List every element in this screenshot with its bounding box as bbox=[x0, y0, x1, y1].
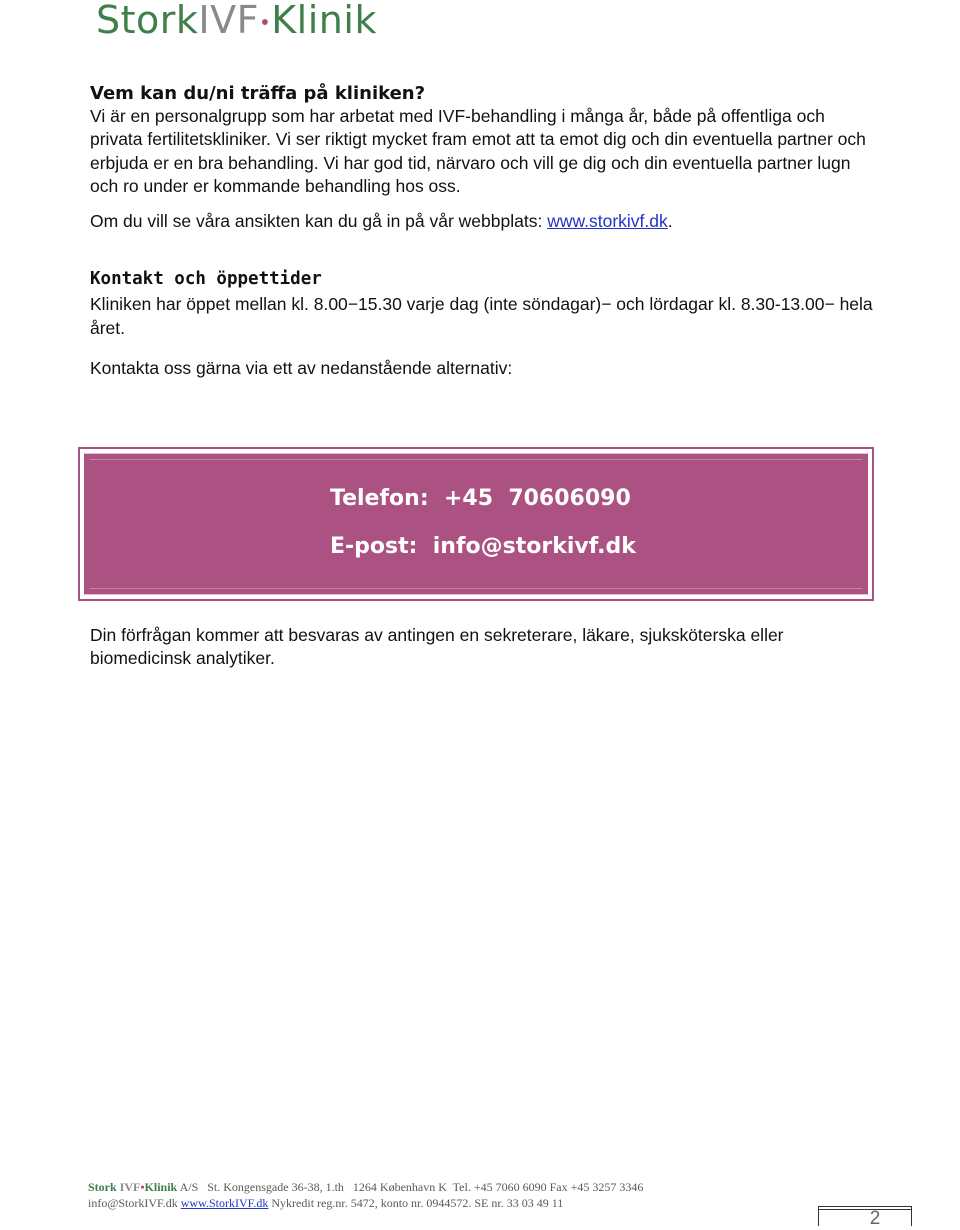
footer-line-2 bbox=[88, 1196, 908, 1212]
response-section bbox=[90, 624, 880, 671]
heading-who-you-meet: Vem kan du/ni träffa på kliniken? bbox=[90, 83, 426, 104]
document-body bbox=[90, 80, 880, 380]
stork-ivf-klinik-logo bbox=[96, 0, 377, 43]
footer-brand-stork: Stork bbox=[88, 1180, 120, 1194]
footer-address: A/S St. Kongensgade 36-38, 1.th 1264 København K Tel. +45 7060 6090 Fax +45 3257 3346 bbox=[177, 1180, 644, 1194]
footer-line-1 bbox=[88, 1180, 908, 1196]
paragraph-contact-intro: Kontakta oss gärna via ett av nedanstående alternativ: bbox=[90, 358, 513, 379]
logo-dot: • bbox=[258, 10, 272, 35]
paragraph-opening-hours: Kliniken har öppet mellan kl. 8.00−15.30 varje dag (inte söndagar)− och lördagar kl. 8.30-13.00− hela året. bbox=[90, 294, 873, 338]
phone-label: Telefon: bbox=[330, 486, 429, 511]
logo-stork: Stork bbox=[96, 0, 199, 42]
paragraph-website bbox=[90, 210, 880, 233]
page-footer bbox=[88, 1180, 908, 1211]
contact-box-rule-bottom bbox=[90, 588, 862, 589]
paragraph-response: Din förfrågan kommer att besvaras av antingen en sekreterare, läkare, sjuksköterska eller biomedicinsk analytiker. bbox=[90, 625, 784, 669]
logo-klinik: Klinik bbox=[271, 0, 377, 42]
contact-box bbox=[78, 447, 874, 601]
email-label: E-post: bbox=[330, 534, 418, 559]
phone-value[interactable]: +45 70606090 bbox=[443, 486, 631, 511]
footer-website-link[interactable]: www.StorkIVF.dk bbox=[180, 1195, 269, 1210]
heading-contact-hours: Kontakt och öppettider bbox=[90, 269, 322, 290]
contact-box-rule-top bbox=[90, 459, 862, 460]
email-line bbox=[330, 534, 636, 560]
logo-ivf: IVF bbox=[198, 0, 259, 42]
contact-box-panel bbox=[84, 453, 868, 595]
phone-line bbox=[330, 486, 631, 512]
page-number: 2 bbox=[869, 1208, 881, 1229]
email-value[interactable]: info@storkivf.dk bbox=[432, 534, 636, 559]
footer-brand-ivf: IVF bbox=[119, 1180, 141, 1194]
footer-email[interactable]: info@StorkIVF.dk bbox=[88, 1195, 178, 1210]
footer-bank-info: Nykredit reg.nr. 5472, konto nr. 0944572. SE nr. 33 03 49 11 bbox=[268, 1195, 564, 1210]
footer-brand-klinik: Klinik bbox=[144, 1180, 178, 1194]
paragraph-staff: Vi är en personalgrupp som har arbetat med IVF-behandling i många år, både på offentliga och privata fertilitetskliniker. Vi ser riktigt mycket fram emot att ta emot dig och din eventuella partner och erbjuda er en bra behandling. Vi har god tid, närvaro och vill ge dig och din eventuella partner lugn och ro under er kommande behandling hos oss. bbox=[90, 106, 866, 196]
footer-brand bbox=[88, 1180, 177, 1194]
website-suffix: . bbox=[667, 211, 673, 232]
website-link[interactable]: www.storkivf.dk bbox=[547, 211, 668, 232]
website-prefix: Om du vill se våra ansikten kan du gå in på vår webbplats: bbox=[90, 211, 548, 232]
footer-brand-dot: • bbox=[140, 1180, 145, 1194]
